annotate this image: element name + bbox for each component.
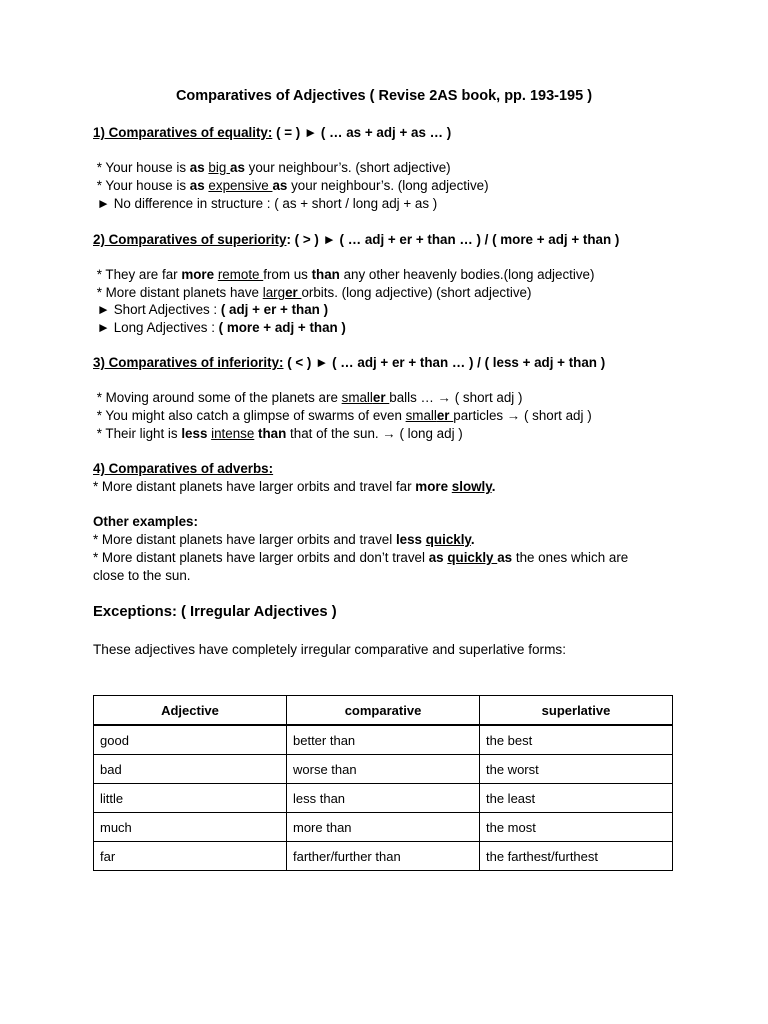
inferiority-example-1 bbox=[93, 389, 522, 407]
suffix: er bbox=[372, 390, 390, 405]
adjective: small bbox=[405, 408, 437, 423]
suffix: er bbox=[436, 408, 454, 423]
table-header-row bbox=[94, 696, 673, 726]
equality-example-1 bbox=[93, 159, 451, 177]
text: your neighbour’s. (long adjective) bbox=[287, 178, 489, 193]
heading-formula: ( = ) ► ( … as + adj + as … ) bbox=[272, 125, 452, 140]
table-cell: bad bbox=[94, 755, 287, 784]
keyword: less bbox=[181, 426, 208, 441]
other-example-1 bbox=[93, 531, 475, 549]
adverb: quickly bbox=[425, 532, 471, 547]
table-cell: the least bbox=[480, 784, 673, 813]
text: the ones which are bbox=[512, 550, 629, 565]
table-cell: the worst bbox=[480, 755, 673, 784]
exceptions-heading bbox=[93, 602, 337, 622]
long-adjectives-rule bbox=[93, 319, 346, 337]
section-superiority-heading bbox=[93, 231, 619, 249]
keyword: more bbox=[415, 479, 449, 494]
text: * Moving around some of the planets are bbox=[93, 390, 342, 405]
text: balls … → ( short adj ) bbox=[389, 390, 523, 405]
text: * More distant planets have larger orbits and travel far bbox=[93, 479, 416, 494]
adjective: expensive bbox=[208, 178, 273, 193]
heading-formula: ( < ) ► ( … adj + er + than … ) / ( less + adj + than ) bbox=[283, 355, 606, 370]
adverbs-example-1 bbox=[93, 478, 495, 496]
text: * Their light is bbox=[93, 426, 182, 441]
keyword: as bbox=[189, 160, 205, 175]
text: orbits. (long adjective) (short adjective) bbox=[301, 285, 532, 300]
text: ► Short Adjectives : bbox=[93, 302, 221, 317]
text: * More distant planets have bbox=[93, 285, 263, 300]
table-header-cell: comparative bbox=[287, 696, 480, 726]
table-header-cell: superlative bbox=[480, 696, 673, 726]
heading-text: 1) Comparatives of equality: bbox=[93, 125, 273, 140]
table-header-cell: Adjective bbox=[94, 696, 287, 726]
text: your neighbour’s. (short adjective) bbox=[244, 160, 451, 175]
text: particles → ( short adj ) bbox=[453, 408, 592, 423]
formula: ( more + adj + than ) bbox=[218, 320, 346, 335]
heading-text: 2) Comparatives of superiority bbox=[93, 232, 287, 247]
inferiority-example-2 bbox=[93, 407, 592, 425]
keyword: less bbox=[395, 532, 422, 547]
adjective: small bbox=[341, 390, 373, 405]
table-cell: the farthest/furthest bbox=[480, 842, 673, 871]
text: * More distant planets have larger orbits and travel bbox=[93, 532, 396, 547]
section-adverbs-heading bbox=[93, 460, 273, 478]
adjective: big bbox=[208, 160, 231, 175]
table-cell: farther/further than bbox=[287, 842, 480, 871]
text: * More distant planets have larger orbits and don’t travel bbox=[93, 550, 429, 565]
table-cell: much bbox=[94, 813, 287, 842]
heading-subtitle: ( Irregular Adjectives ) bbox=[176, 604, 337, 620]
keyword: as bbox=[272, 178, 288, 193]
heading-text: 4) Comparatives of adverbs: bbox=[93, 461, 274, 476]
other-examples-heading: Other examples: bbox=[93, 514, 198, 529]
table-cell: less than bbox=[287, 784, 480, 813]
text: that of the sun. → ( long adj ) bbox=[286, 426, 463, 441]
text: * Your house is bbox=[93, 178, 190, 193]
period: . bbox=[470, 532, 475, 547]
formula: ( adj + er + than ) bbox=[220, 302, 329, 317]
text: ► Long Adjectives : bbox=[93, 320, 219, 335]
other-example-2-continued: close to the sun. bbox=[93, 568, 191, 583]
keyword: than bbox=[258, 426, 287, 441]
section-equality-heading bbox=[93, 124, 451, 142]
table-cell: little bbox=[94, 784, 287, 813]
adverb: quickly bbox=[447, 550, 498, 565]
period: . bbox=[491, 479, 496, 494]
other-example-2 bbox=[93, 549, 628, 567]
equality-example-2 bbox=[93, 177, 489, 195]
keyword: as bbox=[428, 550, 444, 565]
adjective: remote bbox=[217, 267, 264, 282]
keyword: as bbox=[497, 550, 513, 565]
text: any other heavenly bodies.(long adjective) bbox=[339, 267, 595, 282]
text: * You might also catch a glimpse of swarms of even bbox=[93, 408, 406, 423]
table-cell: good bbox=[94, 725, 287, 755]
keyword: more bbox=[181, 267, 215, 282]
adjective: larg bbox=[262, 285, 286, 300]
superiority-example-2 bbox=[93, 284, 531, 302]
adjective: intense bbox=[211, 426, 255, 441]
text: * They are far bbox=[93, 267, 182, 282]
table-cell: worse than bbox=[287, 755, 480, 784]
suffix: er bbox=[285, 285, 302, 300]
section-inferiority-heading bbox=[93, 354, 605, 372]
short-adjectives-rule bbox=[93, 301, 328, 319]
keyword: than bbox=[311, 267, 340, 282]
page-title: Comparatives of Adjectives ( Revise 2AS book, pp. 193-195 ) bbox=[175, 88, 593, 104]
table-cell: the most bbox=[480, 813, 673, 842]
table-cell: more than bbox=[287, 813, 480, 842]
exceptions-intro: These adjectives have completely irregular comparative and superlative forms: bbox=[93, 642, 566, 657]
text: from us bbox=[263, 267, 312, 282]
irregular-adjectives-table bbox=[93, 695, 673, 871]
table-row bbox=[94, 725, 673, 755]
adverb: slowly bbox=[451, 479, 492, 494]
table-row bbox=[94, 813, 673, 842]
table-row bbox=[94, 755, 673, 784]
superiority-example-1 bbox=[93, 266, 594, 284]
heading-text: Exceptions: bbox=[93, 604, 177, 620]
inferiority-example-3 bbox=[93, 425, 463, 443]
keyword: as bbox=[230, 160, 245, 175]
table-cell: the best bbox=[480, 725, 673, 755]
text: * Your house is bbox=[93, 160, 190, 175]
equality-note: ► No difference in structure : ( as + short / long adj + as ) bbox=[93, 196, 438, 211]
keyword: as bbox=[189, 178, 205, 193]
heading-text: 3) Comparatives of inferiority: bbox=[93, 355, 284, 370]
table-cell: better than bbox=[287, 725, 480, 755]
table-cell: far bbox=[94, 842, 287, 871]
table-row bbox=[94, 842, 673, 871]
table-row bbox=[94, 784, 673, 813]
heading-formula: : ( > ) ► ( … adj + er + than … ) / ( more + adj + than ) bbox=[286, 232, 620, 247]
